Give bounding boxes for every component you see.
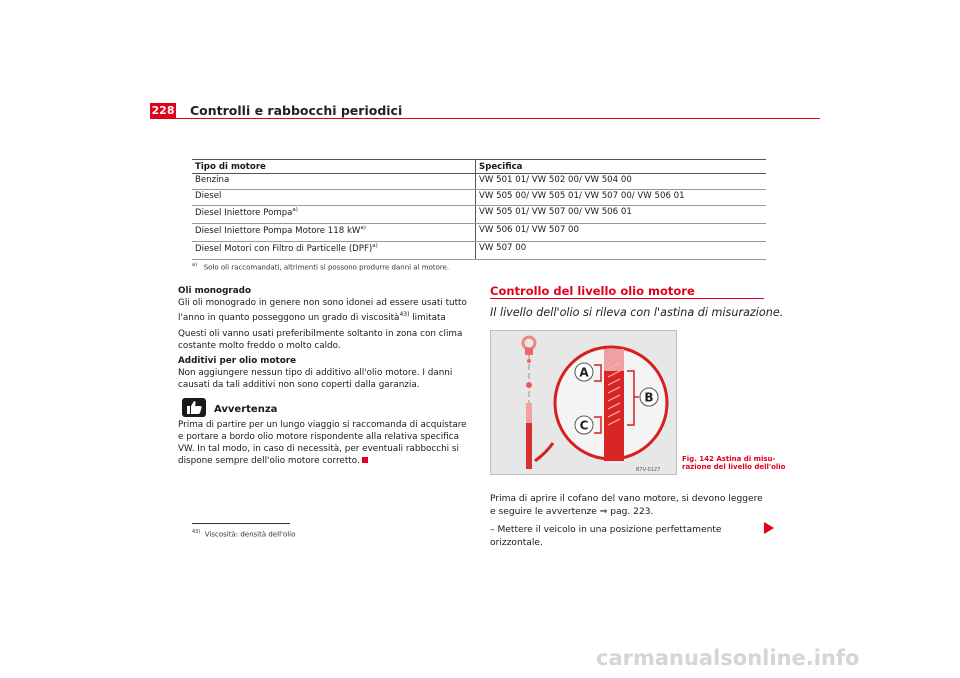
footnote-ref: a) — [372, 243, 378, 249]
footnote-ref: a) — [292, 207, 298, 213]
label-c: C — [579, 418, 589, 433]
header-rule — [150, 118, 820, 119]
table-row — [192, 224, 766, 242]
instruction-paragraph: Prima di aprire il cofano del vano motore, si devono leggere e seguire le avvertenze ⇒ pag. 223. — [490, 494, 763, 517]
figure-id: B7V-0127 — [636, 467, 661, 473]
table-row — [192, 206, 766, 224]
mono-paragraph-2: Questi oli vanno usati preferibilmente soltanto in zona con clima costante molto freddo o molto caldo. — [178, 328, 463, 351]
engine-cell: Diesel Motori con Filtro di Particelle (DPF)$^{a)}$ — [192, 242, 476, 260]
table-row — [192, 190, 766, 206]
note-icon — [182, 398, 206, 417]
column-header-spec: Specifica — [476, 160, 767, 174]
mono-heading: Oli monogrado — [178, 286, 251, 296]
chapter-title: Controlli e rabbocchi periodici — [190, 103, 403, 118]
section-rule — [490, 298, 764, 299]
engine-cell: Diesel — [192, 190, 476, 206]
footnote-ref: a) — [360, 225, 366, 231]
section-end-icon — [362, 457, 368, 463]
instruction-step: – Mettere il veicolo in una posizione perfettamente orizzontale. — [490, 525, 722, 548]
figure-caption: Fig. 142 Astina di misu- razione del livello dell'olio — [682, 455, 786, 471]
spec-cell: VW 501 01/ VW 502 00/ VW 504 00 — [476, 174, 767, 190]
warning-title: Avvertenza — [214, 404, 278, 416]
section-title: Controllo del livello olio motore — [490, 284, 695, 298]
right-body — [490, 493, 765, 555]
footnote-rule — [192, 523, 290, 524]
additivi-paragraph: Non aggiungere nessun tipo di additivo all'olio motore. I danni causati da tali additivi non sono coperti dalla garanzia. — [178, 368, 453, 391]
mono-paragraph: Gli oli monogrado in genere non sono idonei ad essere usati tutto l'anno in quanto posseggono un grado di viscosità$^{43)}$ limitata — [178, 298, 467, 324]
page-number: 228 — [151, 104, 175, 117]
dipstick-illustration — [491, 331, 676, 474]
engine-cell: Diesel Iniettore Pompa$^{a)}$ — [192, 206, 476, 224]
spec-cell: VW 505 01/ VW 507 00/ VW 506 01 — [476, 206, 767, 224]
table-row — [192, 242, 766, 260]
watermark: carmanualsonline.info — [596, 646, 860, 670]
left-column — [178, 285, 470, 470]
continue-arrow-icon — [764, 522, 774, 534]
section-subtitle: Il livello dell'olio si rileva con l'astina di misurazione. — [490, 306, 784, 319]
column-header-engine: Tipo di motore — [192, 160, 476, 174]
spec-cell: VW 505 00/ VW 505 01/ VW 507 00/ VW 506 01 — [476, 190, 767, 206]
spec-cell: VW 506 01/ VW 507 00 — [476, 224, 767, 242]
oil-spec-table — [192, 159, 766, 260]
page-footnote: $^{43)}$ Viscosità: densità dell'olio — [192, 529, 296, 539]
label-a: A — [579, 365, 589, 380]
dipstick-figure — [490, 330, 677, 475]
table-header-row — [192, 160, 766, 174]
label-b: B — [644, 390, 654, 405]
engine-cell: Benzina — [192, 174, 476, 190]
warning-heading — [178, 398, 470, 417]
table-row — [192, 174, 766, 190]
engine-cell: Diesel Iniettore Pompa Motore 118 $kW^{a)}$ — [192, 224, 476, 242]
additivi-heading: Additivi per olio motore — [178, 355, 297, 366]
spec-cell: VW 507 00 — [476, 242, 767, 260]
footnote-ref: 43) — [399, 311, 410, 319]
warning-paragraph: Prima di partire per un lungo viaggio si raccomanda di acquistare e portare a bordo olio motore rispondente alla relativa specifica VW. In tal modo, in caso di necessità, per eventuali rabbocchi si dispone sempre dell'olio motore corretto. — [178, 419, 467, 467]
table-footnote: $^{a)}$ Solo oli raccomandati, altrimenti si possono produrre danni al motore. — [192, 262, 450, 272]
